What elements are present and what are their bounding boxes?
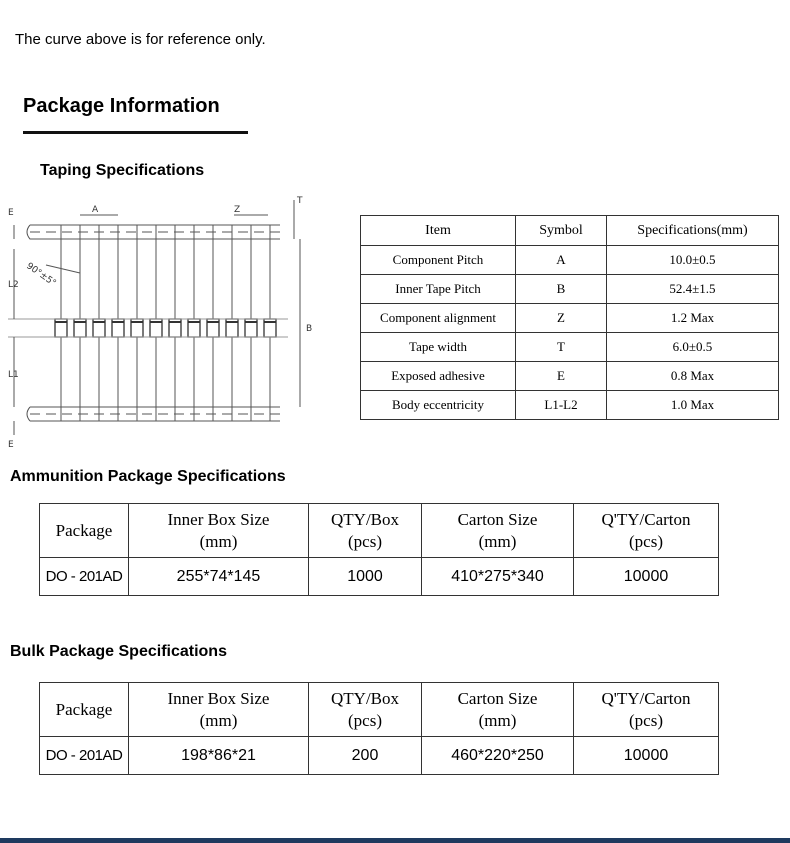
symbol-cell: L1-L2: [516, 391, 607, 420]
inner-box-cell: 198*86*21: [129, 737, 309, 775]
item-cell: Exposed adhesive: [361, 362, 516, 391]
spec-cell: 10.0±0.5: [607, 246, 779, 275]
ammo-title: Ammunition Package Specifications: [10, 468, 286, 485]
header-package: Package: [40, 504, 129, 558]
reference-note: The curve above is for reference only.: [15, 31, 266, 48]
carton-cell: 410*275*340: [422, 558, 574, 596]
label-l1: L1: [8, 370, 19, 380]
spec-cell: 6.0±0.5: [607, 333, 779, 362]
label-b: B: [306, 324, 313, 334]
table-header-row: [40, 683, 719, 737]
header-qty-box: QTY/Box (pcs): [309, 683, 422, 737]
label-l2: L2: [8, 280, 19, 290]
carton-cell: 460*220*250: [422, 737, 574, 775]
table-header-row: [40, 504, 719, 558]
header-qty-box: QTY/Box (pcs): [309, 504, 422, 558]
table-header-row: [361, 216, 779, 246]
label-e-top: E: [8, 208, 14, 218]
table-row: [361, 275, 779, 304]
header-qty-carton: Q'TY/Carton (pcs): [574, 504, 719, 558]
table-row: [361, 391, 779, 420]
qty-carton-cell: 10000: [574, 558, 719, 596]
label-angle: 90°±5°: [24, 261, 58, 289]
label-z: Z: [234, 205, 241, 215]
symbol-cell: E: [516, 362, 607, 391]
header-symbol: Symbol: [516, 216, 607, 246]
bulk-title: Bulk Package Specifications: [10, 643, 227, 660]
item-cell: Component alignment: [361, 304, 516, 333]
item-cell: Body eccentricity: [361, 391, 516, 420]
table-row: [361, 246, 779, 275]
qty-box-cell: 1000: [309, 558, 422, 596]
package-cell: DO - 201AD: [40, 558, 129, 596]
item-cell: Inner Tape Pitch: [361, 275, 516, 304]
header-qty-carton: Q'TY/Carton (pcs): [574, 683, 719, 737]
ammo-table: [39, 503, 719, 596]
label-a: A: [92, 205, 99, 215]
header-inner-box: Inner Box Size (mm): [129, 683, 309, 737]
item-cell: Component Pitch: [361, 246, 516, 275]
symbol-cell: B: [516, 275, 607, 304]
spec-cell: 0.8 Max: [607, 362, 779, 391]
header-spec: Specifications(mm): [607, 216, 779, 246]
label-e-bottom: E: [8, 440, 14, 450]
symbol-cell: T: [516, 333, 607, 362]
bulk-table: [39, 682, 719, 775]
qty-box-cell: 200: [309, 737, 422, 775]
spec-cell: 1.0 Max: [607, 391, 779, 420]
bottom-bar: [0, 838, 790, 843]
qty-carton-cell: 10000: [574, 737, 719, 775]
table-row: [40, 737, 719, 775]
table-row: [40, 558, 719, 596]
symbol-cell: Z: [516, 304, 607, 333]
header-package: Package: [40, 683, 129, 737]
header-inner-box: Inner Box Size (mm): [129, 504, 309, 558]
spec-cell: 52.4±1.5: [607, 275, 779, 304]
label-t: T: [297, 196, 303, 206]
header-carton: Carton Size (mm): [422, 683, 574, 737]
header-item: Item: [361, 216, 516, 246]
table-row: [361, 304, 779, 333]
item-cell: Tape width: [361, 333, 516, 362]
title-underline: [23, 131, 248, 134]
page-title: Package Information: [23, 95, 220, 117]
symbol-cell: A: [516, 246, 607, 275]
spec-cell: 1.2 Max: [607, 304, 779, 333]
header-carton: Carton Size (mm): [422, 504, 574, 558]
taping-diagram: [8, 195, 313, 450]
inner-box-cell: 255*74*145: [129, 558, 309, 596]
taping-title: Taping Specifications: [40, 162, 205, 179]
taping-spec-table: [360, 215, 779, 420]
table-row: [361, 362, 779, 391]
table-row: [361, 333, 779, 362]
package-cell: DO - 201AD: [40, 737, 129, 775]
